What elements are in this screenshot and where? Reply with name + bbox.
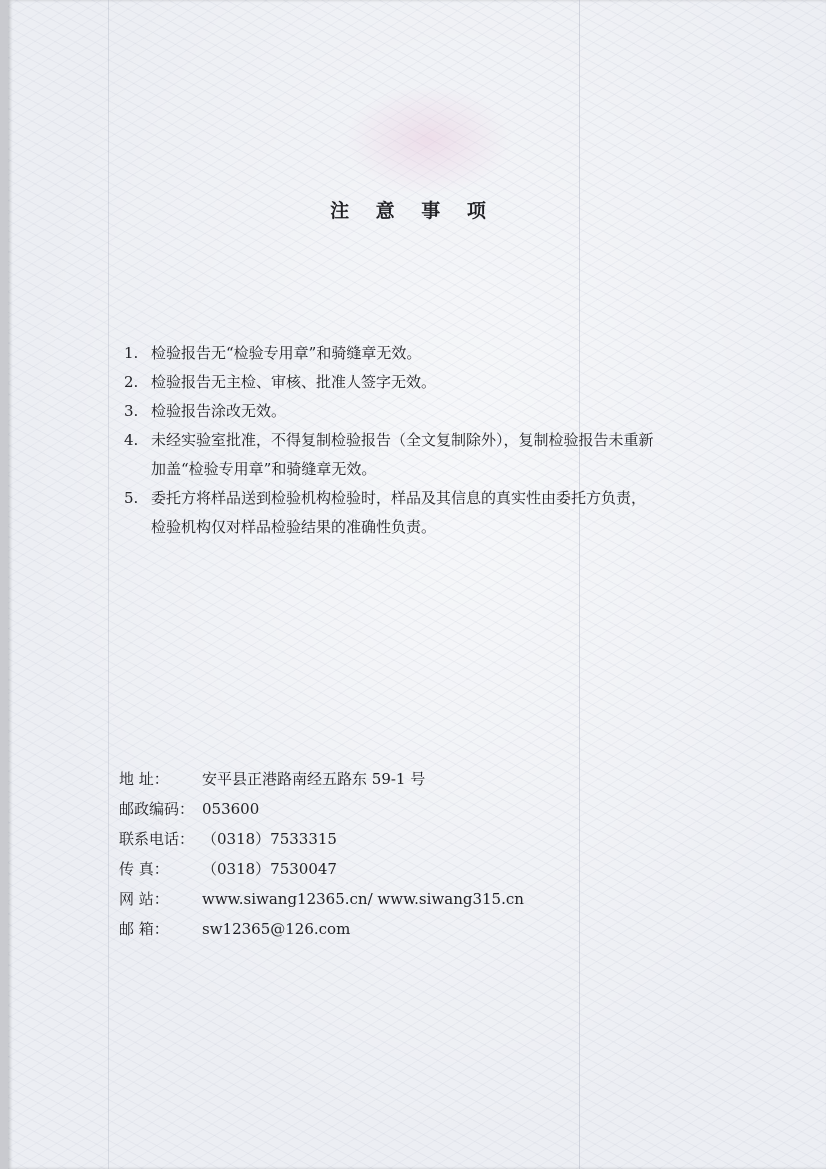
notice-item [124,339,724,368]
fold-line [108,0,109,1169]
email-value: sw12365@126.com [202,920,351,938]
address-label: 地 址： [119,770,169,788]
notice-item [124,426,724,484]
notice-list [124,339,724,542]
postcode-row [119,794,719,824]
notice-number: 4. [124,431,139,449]
email-row [119,914,719,944]
notice-text: 检验报告无主检、审核、批准人签字无效。 [151,373,437,391]
notice-text: 加盖“检验专用章”和骑缝章无效。 [151,460,377,478]
document-page [8,0,826,1169]
notice-number: 1. [124,344,139,362]
postcode-label: 邮政编码： [119,800,195,818]
notice-number: 3. [124,402,139,420]
fax-value: （0318）7530047 [202,860,337,878]
website-value: www.siwang12365.cn/ www.siwang315.cn [202,890,524,908]
notice-text: 委托方将样品送到检验机构检验时，样品及其信息的真实性由委托方负责， [151,489,647,507]
fold-line [579,0,580,1169]
website-row [119,884,719,914]
address-value: 安平县正港路南经五路东 59-1 号 [202,770,426,788]
notice-item [124,368,724,397]
fax-label: 传 真： [119,860,169,878]
website-label: 网 站： [119,890,169,908]
notice-number: 5. [124,489,139,507]
email-label: 邮 箱： [119,920,169,938]
notice-item [124,484,724,542]
contact-info [119,764,719,944]
notice-text: 检验报告无“检验专用章”和骑缝章无效。 [151,344,422,362]
notice-text: 检验机构仅对样品检验结果的准确性负责。 [151,518,437,536]
phone-row [119,824,719,854]
notice-item [124,397,724,426]
notice-text: 未经实验室批准，不得复制检验报告（全文复制除外），复制检验报告未重新 [151,431,654,449]
page-title: 注 意 事 项 [330,200,496,222]
notice-number: 2. [124,373,139,391]
notice-text: 检验报告涂改无效。 [151,402,287,420]
phone-value: （0318）7533315 [202,830,337,848]
postcode-value: 053600 [202,800,260,818]
faint-stamp-shadow [343,85,513,195]
address-row [119,764,719,794]
phone-label: 联系电话： [119,830,195,848]
fax-row [119,854,719,884]
